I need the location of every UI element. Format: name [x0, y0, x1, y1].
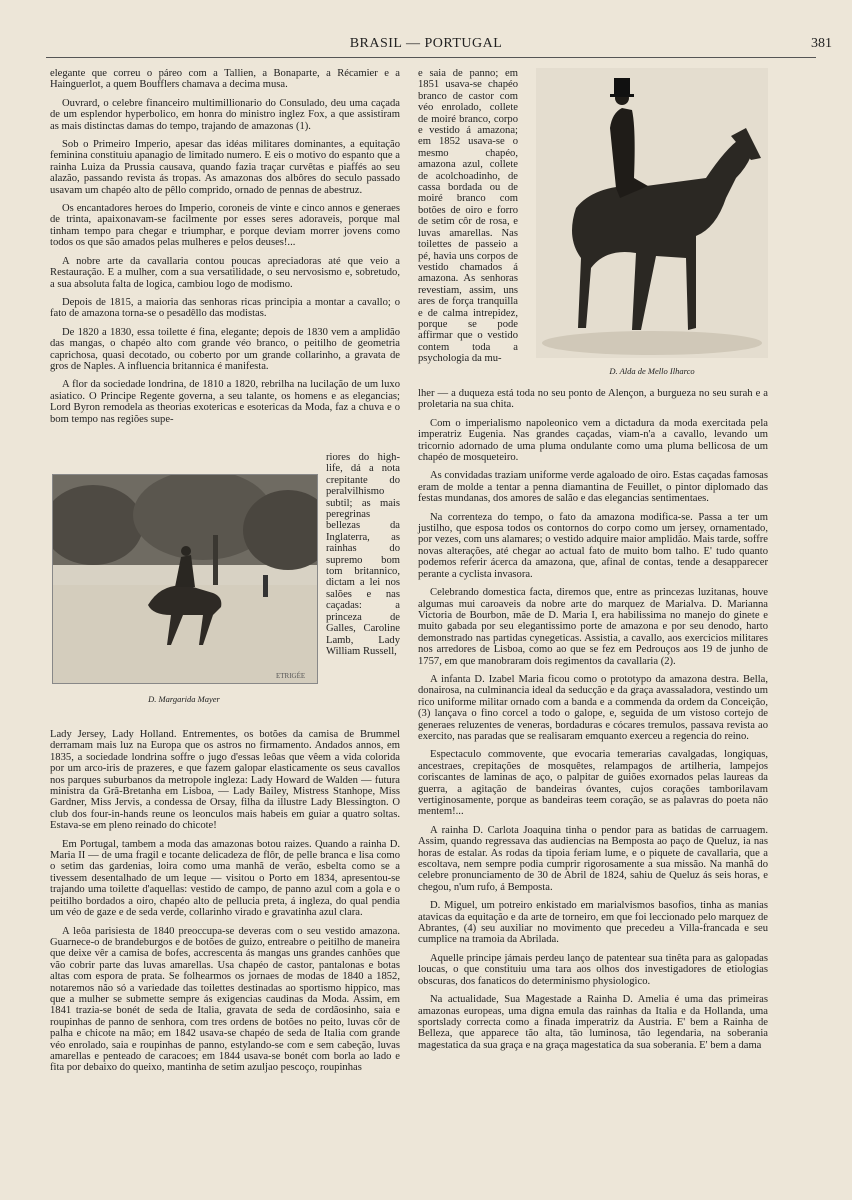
photo-caption: D. Margarida Mayer: [148, 694, 220, 704]
paragraph: Na actualidade, Sua Magestade a Rainha D. Amelia é uma das primeiras amazonas europeas, uma digna emula das rainhas da Italia e da Hollanda, uma sportslady correcta como a finada imperatriz da Austria. E' bem a Rainha de Belleza, que apparece tão alta, tão luminosa, tão legendaria, na soberania magestatica da sua graça e na graça magestatica da sua soberania. E' bem a dama: [418, 994, 768, 1051]
photo-caption: D. Alda de Mello Ilharco: [609, 366, 695, 376]
left-narrow-column: riores do high-life, dá a nota crepitante do peralvilhismo subtil; as mais peregrinas bellezas da Inglaterra, as rainhas do supremo bom tom britannico, dictam a lei nos salões e nas caçadas: a princeza de Galles, Caroline Lamb, Lady William Russell,: [326, 452, 400, 657]
running-header: BRASIL — PORTUGAL: [349, 36, 503, 51]
paragraph: Celebrando domestica facta, diremos que, entre as princezas luzitanas, houve algumas mui caroaveis da nobre arte do marquez de Marialva. D. Marianna Victoria de Bourbon, mãe de D. Maria I, era habilissima no manejo do ginete e muito gabada por seu elegantissimo porte de amazona e por seu denodo, harto demonstrado nas partidas cynegeticas. Assistia, a cavallo, aos exercicios militares nos arredores de Lisboa, como ao que se fez em Pedrouços aos 19 de junho de 1757, em que manobraram dois regimentos da cavallaria (2).: [418, 587, 768, 667]
photo-alda-de-mello-ilharco: [536, 68, 768, 358]
side-saddle-rider-illustration: [536, 68, 768, 358]
photo-margarida-mayer: [52, 474, 318, 684]
horse-rider-illustration: [53, 475, 317, 683]
paragraph: Em Portugal, tambem a moda das amazonas botou raizes. Quando a rainha D. Maria II — de uma fragil e tocante delicadeza de flôr, de pelle branca e lisa como o setim das gardenias, loira como uma manhã de verão, esbelta como se a tivessem desentalhado de um leque — visitou o Porto em 1834, apresentou-se trajando uma toilette d'aquellas: vestido de campo, de panno azul com a gola e o peitilho bordados a oiro, chapéo alto de pellucia preta, á ingleza, do qual pendia um véo de gaze e de seda verde, collarinho virado e gravatinha azul clara.: [50, 838, 400, 919]
paragraph: A leôa parisiesta de 1840 preoccupa-se deveras com o seu vestido amazona. Guarnece-o de brandeburgos e de botões de guizo, entreabre o peitilho de maneira que deixe vêr a camisa de bofes, accrescenta ás mangas uns grandes canhões que vão cobrir parte das luvas amarellas. Usa chapéo de castor, pantalonas e botas altas com espora de prata. Se folhearmos os jornaes de modas de 1840 a 1852, notaremos não só a variedade das toilettes destinadas ao sportismo hippico, mas que a mulher se submette sempre ás exigencias caudinas da Moda. Assim, em 1841 trazia-se bonét de seda de Italia, gravata de seda de cordãosinho, saia e roupinhas de panno de senhora, com tres ordens de botões no peito, luvas côr de palha e chicote na mão; em 1842 usava-se chapéo de seda de Italia com grande véo enrolado, saia e roupinhas de panno, estylando-se com e sem cabeção, luvas amarellas e penteado de caracoes; em 1844 usava-se bonét com borla ao lado e fita por debaixo do queixo, mantinha de setim azuljao pescoço, roupinhas: [50, 925, 400, 1074]
paragraph: Depois de 1815, a maioria das senhoras ricas principia a montar a cavallo; o fato de amazona torna-se o pesadêllo das modistas.: [50, 296, 400, 320]
paragraph: A infanta D. Izabel Maria ficou como o prototypo da amazona destra. Bella, donairosa, na culminancia ideal da seducção e da graça avassaladora, vestindo um rico uniforme militar ornado com a banda e a commenda da ordem da Conceição, (3) lançava o fino corcel a todo o galope, e, seguida de um vistoso cortejo de generaes reluzentes de veneras, bordaduras e cócares tremulos, passava revista ao exercito, nas paradas que se realisaram emquanto exerceu a regencia do reino.: [418, 673, 768, 742]
paragraph: lher — a duqueza está toda no seu ponto de Alençon, a burgueza no seu surah e a proletaria na sua chita.: [418, 388, 768, 411]
paragraph: Lady Jersey, Lady Holland. Entrementes, os botões da camisa de Brummel derramam mais luz na Europa que os astros no firmamento. Andados annos, em 1835, a sociedade londrina soffre o jugo d'essas leôas que vêem a vida colorida por um arco-iris de prazeres, e que fazem galopar elasticamente os seus cavallos nos parques suburbanos da metropole ingleza: Lady Howard de Walden — futura ministra da Grã-Bretanha em Lisboa, — Lady Bailey, Mistress Stanhope, Miss Gardner, Miss Jervis, a condessa de Orsay, filha da illustre Lady Blessington. O club dos four-in-hands reune os leonculos mais habeis em guiar a quatro soltas. Estava-se em pleno reinado do chicote!: [50, 729, 400, 832]
left-column-top: [50, 68, 400, 432]
paragraph: De 1820 a 1830, essa toilette é fina, elegante; depois de 1830 vem a amplidão das mangas, o chapéo alto com grande véo branco, o peitilho de geometria caprichosa, quasi decotado, ou coberto por um grande collarinho, a gravata de gros de Naples. A influencia britannica é manifesta.: [50, 326, 400, 372]
paragraph: Espectaculo commovente, que evocaria temerarias cavalgadas, longiquas, ancestraes, crepitações de mosquêtes, relampagos de artilheria, lampejos coriscantes de laminas de aço, o palpitar de guiões exornados pelas laureas da guerra, a agitação de bandeiras óvantes, cujos corações tamborilavam vertiginosamente, porque as bandeiras teem coração, se as palavras do poeta não mentem!...: [418, 749, 768, 818]
page-number: 381: [811, 36, 832, 51]
paragraph: Ouvrard, o celebre financeiro multimillionario do Consulado, deu uma caçada de um esplendor hyperbolico, em honra do ministro inglez Fox, a que assistiram as mais distinctas damas do tempo, trajando de amazonas (1).: [50, 97, 400, 132]
paragraph: D. Miguel, um potreiro enkistado em marialvismos basofios, tinha as manias atavicas da equitação e da arte de torneiro, em que foi leccionado pelo marquez de Abrantes, (4) seu auxiliar no movimento que precedeu a Villa-francada e seu cumplice na tramoia da Abrilada.: [418, 900, 768, 946]
right-column-main: [418, 388, 768, 1058]
header-rule: [46, 57, 816, 58]
paragraph: elegante que correu o páreo com a Tallien, a Bonaparte, a Récamier e a Hainguerlot, a quem Boufflers chamava a decima musa.: [50, 68, 400, 91]
paragraph: A nobre arte da cavallaria contou poucas apreciadoras até que veio a Restauração. E a mulher, com a sua versatilidade, o seu nervosismo e, sobretudo, a sua absoluta falta de logica, cambiou logo de modismo.: [50, 255, 400, 290]
paragraph: Aquelle principe jámais perdeu lanço de patentear sua tinêta para as galopadas loucas, o que constituiu uma tara aos olhos dos investigadores de etiologias obscuras, dos fanaticos do determinismo physiologico.: [418, 952, 768, 987]
paragraph: A rainha D. Carlota Joaquina tinha o pendor para as batidas de carruagem. Assim, quando regressava das audiencias na Bemposta ao paço de Queluz, ia nas horas de estalar. As rodas da tipoia feriam lume, e o piquete de cavallaria, que a escoltava, nem sempre podia cumprir rigorosamente a sua missão. Na manhã do celebre pronunciamento de 30 de Abril de 1824, sahiu de Queluz ás seis horas, e chegou, n'um rufo, á Bemposta.: [418, 824, 768, 893]
photo-stamp: ETRIGÉE: [276, 672, 306, 680]
paragraph: Com o imperialismo napoleonico vem a dictadura da moda exercitada pela imperatriz Eugenia. Nas grandes caçadas, viam-n'a a cavallo, levando um tricornio adornado de uma pluma ondulante como uma pluma bellicosa de um chapéo de mosqueteiro.: [418, 417, 768, 464]
left-column-bottom: [50, 729, 400, 1081]
paragraph: As convidadas traziam uniforme verde agaloado de oiro. Estas caçadas famosas eram de molde a tentar a penna diamantina de Feuillet, o pintor diplomado das festas mundanas, dos amores de salão e das elegancias sentimentaes.: [418, 470, 768, 505]
paragraph: A flor da sociedade londrina, de 1810 a 1820, rebrilha na lucilação de um luxo asiatico. O Principe Regente governa, a seu talante, os homens e as elegancias; Lord Byron remodela as theorias exotericas e esotericas da Moda, faz a chuva e o bom tempo nas regiões supe-: [50, 379, 400, 425]
paragraph: Os encantadores heroes do Imperio, coroneis de vinte e cinco annos e generaes de trinta, apaixonavam-se facilmente por esses seres adoraveis, porque mal tinham tempo para chegar e triumphar, e porque deviam morrer jovens como todos os que são amados pelas mulheres e pelos deuses!...: [50, 203, 400, 249]
right-narrow-column: e saia de panno; em 1851 usava-se chapéo branco de castor com véo enrolado, collete de moiré branco, corpo e vestido á amazona; em 1852 usava-se o mesmo chapéo, amazona azul, collete de acolchoadinho, de cassa bordada ou de moiré branco com botões de oiro e forro de setim côr de rosa, e luvas amarellas. Nas toilettes de passeio a pé, havia uns corpos de vestido chamados á amazona. As senhoras revestiam, assim, uns ares de força tranquilla e de calma intrepidez, porque se pode affirmar que o vestido contem toda a psychologia da mu-: [418, 68, 518, 365]
paragraph: Sob o Primeiro Imperio, apesar das idéas militares dominantes, a equitação feminina constituiu apanagio de limitado numero. E eis o motivo do espanto que a rainha Luiza da Prussia causava, quando fazia traçar curvêtas e piaffés ao seu alazão, passando revista ás tropas. As amazonas dos albôres do seculo passado usavam um chapéo alto de pêllo comprido, ornado de pennas de abestruz.: [50, 139, 400, 196]
paragraph: Na correnteza do tempo, o fato da amazona modifica-se. Passa a ter um justilho, que esposa todos os contornos do corpo como um jersey, ornamentado, por vezes, com uns alamares; o vestido adquire maior amplidão. Mais tarde, soffre novas alterações, até chegar ao actual fato de muito bom talho. E' tudo quanto podemos referir ácerca da amazona, que, afinal de contas, tende a desapparecer perante a cyclista invasora.: [418, 511, 768, 580]
